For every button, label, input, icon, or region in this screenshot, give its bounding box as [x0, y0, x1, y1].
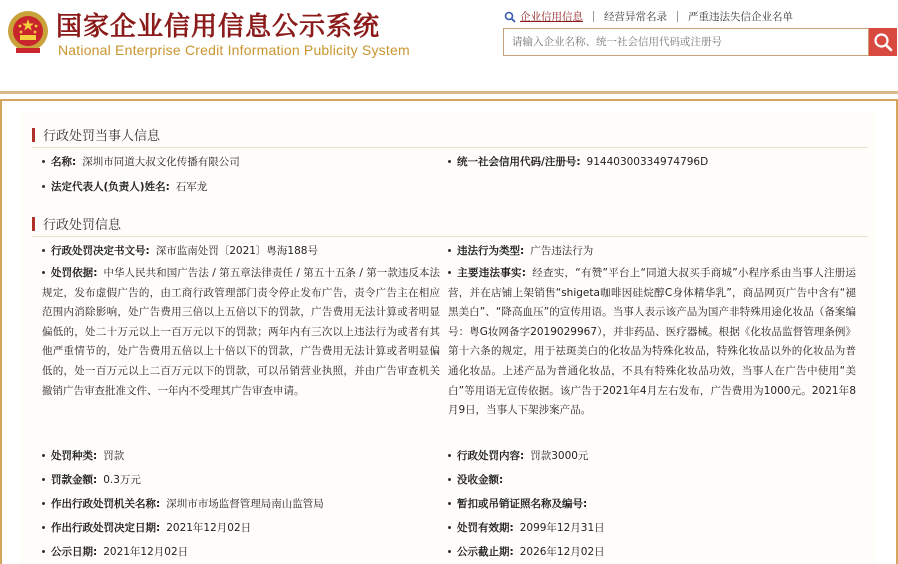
- company-name: 深圳市同道大叔文化传播有限公司: [82, 156, 240, 168]
- site-title: 国家企业信用信息公示系统: [56, 12, 381, 42]
- legal-rep-value: 石军龙: [175, 181, 208, 193]
- credit-code-value: 91440300334974796D: [586, 156, 709, 168]
- tab-serious-violation-list[interactable]: 严重违法失信企业名单: [688, 11, 793, 23]
- field-publish-end: 公示截止期: 2026年12月02日: [448, 544, 868, 561]
- field-confiscation: 没收金额:: [448, 472, 868, 489]
- site-header: [0, 0, 898, 92]
- field-facts: 主要违法事实: 经查实，“有赞”平台上“同道大叔买手商城”小程序系由当事人注册运营，并在店铺上架销售“shigeta咖啡因硅烷醇C身体精华乳”，商品网页广告中含有“褪黑美白”、“降高血压”的宣传用语。当事人表示该产品为国产非特殊用途化妆品（备案编号：粤G妆网备字2019029967），并非药品、医疗器械。根据《化妆品监督管理条例》第十六条的规定，用于祛斑美白的化妆品为特殊化妆品，特殊化妆品以外的化妆品为普通化妆品。上述产品为普通化妆品，不具有特殊化妆品功效，当事人在广告中使用“美白”等用语无宣传依据。该广告于2021年4月左右发布，广告费用为1000元。2021年8月9日，当事人下架涉案产品。: [448, 267, 856, 417]
- site-subtitle: National Enterprise Credit Information Publicity System: [58, 42, 410, 58]
- detail-panel: [0, 99, 898, 564]
- section-marker: [32, 217, 35, 231]
- section-divider: [32, 236, 868, 237]
- search-tabs: [504, 9, 803, 24]
- party-section-title: 行政处罚当事人信息: [32, 125, 160, 144]
- section-marker: [32, 128, 35, 142]
- field-penalty-kind: 处罚种类: 罚款: [42, 448, 442, 465]
- magnifier-icon: [504, 11, 516, 23]
- penalty-section-title: 行政处罚信息: [32, 214, 121, 233]
- tab-abnormal-list[interactable]: 经营异常名录: [604, 11, 667, 23]
- search-input[interactable]: [503, 28, 869, 56]
- detail-content: [20, 111, 876, 564]
- field-valid-until: 处罚有效期: 2099年12月31日: [448, 520, 868, 537]
- field-basis: 处罚依据: 中华人民共和国广告法 / 第五章法律责任 / 第五十五条 / 第一款违反本法规定，发布虚假广告的，由工商行政管理部门责令停止发布广告，责令广告主在相应范围内消除影响，处广告费用三倍以上五倍以下的罚款，广告费用无法计算或者明显偏低的，处二十万元以上一百万元以下的罚款；两年内有三次以上违法行为或者有其他严重情节的，处广告费用五倍以上十倍以下的罚款，广告费用无法计算或者明显偏低的，处一百万元以上二百万元以下的罚款，可以吊销营业执照，并由广告审查机关撤销广告审查批准文件、一年内不受理其广告审查申请。: [42, 267, 440, 397]
- header-divider: [0, 91, 898, 94]
- field-violation-type: 违法行为类型: 广告违法行为: [448, 243, 868, 260]
- field-name: 名称: 深圳市同道大叔文化传播有限公司: [42, 154, 442, 171]
- search-button[interactable]: [869, 28, 897, 56]
- field-decision-date: 作出行政处罚决定日期: 2021年12月02日: [42, 520, 442, 537]
- search-icon: [873, 32, 893, 52]
- field-license-suspend: 暂扣或吊销证照名称及编号:: [448, 496, 868, 513]
- section-divider: [32, 147, 868, 148]
- field-penalty-content: 行政处罚内容: 罚款3000元: [448, 448, 868, 465]
- field-publish-date: 公示日期: 2021年12月02日: [42, 544, 442, 561]
- field-legal-rep: 法定代表人(负责人)姓名: 石军龙: [42, 179, 442, 196]
- tab-enterprise-credit[interactable]: 企业信用信息: [520, 11, 583, 23]
- field-fine-amount: 罚款金额: 0.3万元: [42, 472, 442, 489]
- field-authority: 作出行政处罚机关名称: 深圳市市场监督管理局南山监管局: [42, 496, 442, 513]
- national-emblem-icon: [6, 8, 50, 56]
- field-credit-code: 统一社会信用代码/注册号: 91440300334974796D: [448, 154, 868, 171]
- field-decision-no: 行政处罚决定书文号: 深市监南处罚〔2021〕粤海188号: [42, 243, 442, 260]
